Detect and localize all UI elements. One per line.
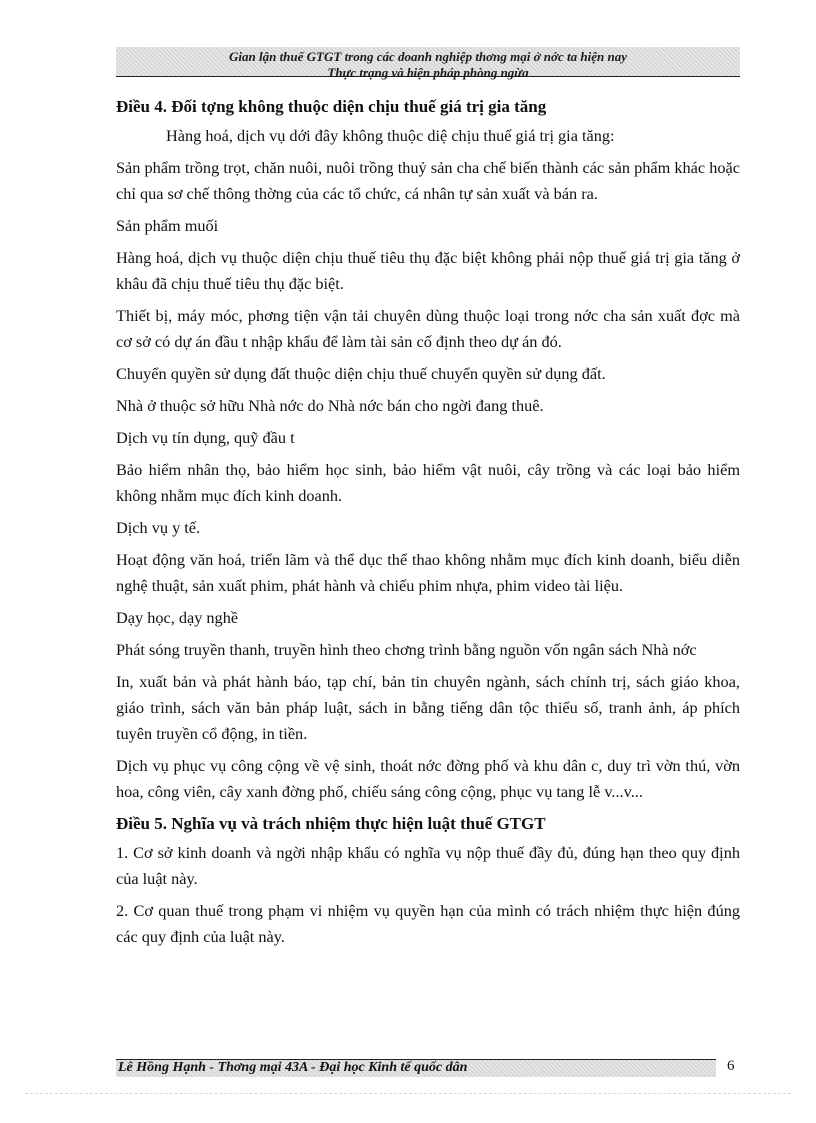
article-4-item: Sản phẩm trồng trọt, chăn nuôi, nuôi trồng thuỷ sản cha chế biến thành các sản phẩm khác hoặc chỉ qua sơ chế thông thờng của các tổ chức, cá nhân tự sản xuất và bán ra. bbox=[116, 158, 740, 203]
header-title-line1: Gian lận thuế GTGT trong các doanh nghiệp thơng mại ở nớc ta hiện nay bbox=[229, 49, 627, 64]
article-5-item: 2. Cơ quan thuế trong phạm vi nhiệm vụ quyền hạn của mình có trách nhiệm thực hiện đúng các quy định của luật này. bbox=[116, 901, 740, 946]
article-4-item: Dịch vụ phục vụ công cộng về vệ sinh, thoát nớc đờng phố và khu dân c, duy trì vờn thú, vờn hoa, công viên, cây xanh đờng phố, chiếu sáng công cộng, phục vụ tang lễ v...v... bbox=[116, 756, 740, 801]
article-4-heading: Điều 4. Đối tợng không thuộc diện chịu thuế giá trị gia tăng bbox=[116, 97, 547, 116]
article-4-item: Thiết bị, máy móc, phơng tiện vận tải chuyên dùng thuộc loại trong nớc cha sản xuất đợc mà cơ sở có dự án đầu t nhập khẩu để làm tài sản cố định theo dự án đó. bbox=[116, 306, 740, 351]
article-4-item: Sản phẩm muối bbox=[116, 216, 219, 235]
article-4-item: Bảo hiểm nhân thọ, bảo hiểm học sinh, bảo hiểm vật nuôi, cây trồng và các loại bảo hiểm không nhằm mục đích kinh doanh. bbox=[116, 460, 740, 505]
article-4-intro: Hàng hoá, dịch vụ dới đây không thuộc diệ chịu thuế giá trị gia tăng: bbox=[166, 126, 615, 145]
running-footer bbox=[116, 1059, 716, 1077]
article-4-item: Dạy học, dạy nghề bbox=[116, 608, 239, 627]
footer-author: Lê Hồng Hạnh - Thơng mại 43A - Đại học Kinh tế quốc dân bbox=[118, 1060, 468, 1075]
article-5-item: 1. Cơ sở kinh doanh và ngời nhập khẩu có nghĩa vụ nộp thuế đầy đủ, đúng hạn theo quy định của luật này. bbox=[116, 843, 740, 888]
header-title-line2: Thực trạng và biện pháp phòng ngừa bbox=[327, 65, 529, 80]
article-4-item: Hoạt động văn hoá, triển lãm và thể dục thể thao không nhằm mục đích kinh doanh, biểu diễn nghệ thuật, sản xuất phim, phát hành và chiếu phim nhựa, phim video tài liệu. bbox=[116, 550, 740, 595]
article-4-item: Dịch vụ y tế. bbox=[116, 518, 201, 537]
article-4-item: Nhà ở thuộc sở hữu Nhà nớc do Nhà nớc bán cho ngời đang thuê. bbox=[116, 396, 544, 415]
article-4-item: In, xuất bản và phát hành báo, tạp chí, bản tin chuyên ngành, sách chính trị, sách giáo khoa, giáo trình, sách văn bản pháp luật, sách in bằng tiếng dân tộc thiểu số, tranh ảnh, áp phích tuyên truyền cổ động, in tiền. bbox=[116, 672, 740, 743]
page-number: 6 bbox=[727, 1058, 735, 1074]
running-header bbox=[116, 47, 740, 80]
article-4-item: Dịch vụ tín dụng, quỹ đầu t bbox=[116, 428, 295, 447]
article-5-heading: Điều 5. Nghĩa vụ và trách nhiệm thực hiện luật thuế GTGT bbox=[116, 814, 546, 833]
article-4-item: Chuyển quyền sử dụng đất thuộc diện chịu thuế chuyển quyền sử dụng đất. bbox=[116, 364, 606, 383]
article-4-item: Hàng hoá, dịch vụ thuộc diện chịu thuế tiêu thụ đặc biệt không phải nộp thuế giá trị gia tăng ở khâu đã chịu thuế tiêu thụ đặc biệt. bbox=[116, 248, 740, 293]
article-4-item: Phát sóng truyền thanh, truyền hình theo chơng trình bằng nguồn vốn ngân sách Nhà nớc bbox=[116, 640, 697, 659]
page-bottom-divider bbox=[25, 1093, 791, 1094]
page-body bbox=[116, 92, 740, 956]
